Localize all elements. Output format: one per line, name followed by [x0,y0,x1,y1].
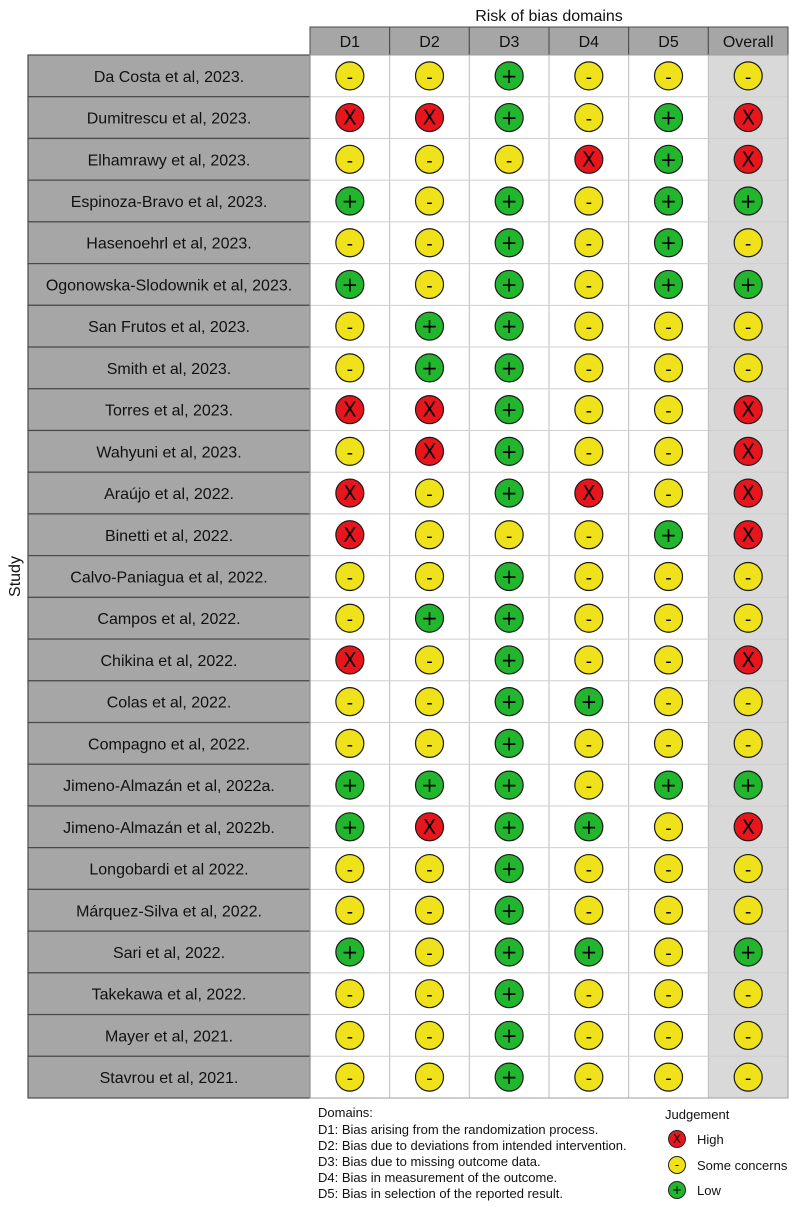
judgement-symbol: + [500,481,518,506]
domains-title: Domains: [318,1105,373,1120]
judgement-symbol: - [665,358,672,380]
study-label: Márquez-Silva et al, 2022. [76,903,262,921]
judgement-symbol: + [421,355,438,380]
judgement-symbol: X [342,481,357,506]
judgement-symbol: + [341,939,359,964]
judgement-symbol: - [744,233,752,255]
judgement-symbol: - [665,984,672,1006]
judgement-symbol: + [739,939,757,964]
judgement-symbol: - [505,525,513,547]
study-label: San Frutos et al, 2023. [88,319,250,337]
study-label: Ogonowska-Slodownik et al, 2023. [45,277,293,295]
study-label: Longobardi et al 2022. [89,861,249,879]
judgement-symbol: - [744,692,752,714]
judgement-symbol: + [580,939,598,964]
judgement-symbol: - [665,1068,672,1090]
judgement-symbol: + [500,63,518,88]
study-label: Jimeno-Almazán et al, 2022b. [63,819,275,837]
judgement-symbol: + [739,189,757,214]
judgement-symbol: - [665,567,672,589]
column-header-d4: D4 [578,34,600,51]
judgement-symbol: X [581,147,596,172]
judgement-symbol: - [585,66,593,88]
judgement-symbol: + [341,189,359,214]
judgement-symbol: + [660,189,677,214]
study-label: Compagno et al, 2022. [88,736,250,754]
judgement-symbol: - [585,442,593,464]
judgement-symbol: - [346,609,354,631]
study-label: Jimeno-Almazán et al, 2022a. [63,778,275,796]
chart-title: Risk of bias domains [475,8,623,25]
study-label: Da Costa et al, 2023. [93,68,245,86]
judgement-symbol: - [744,984,752,1006]
judgement-symbol: + [421,314,438,339]
judgement-symbol: - [426,1026,433,1048]
study-label: Hasenoehrl et al, 2023. [86,235,252,253]
judgement-symbol: X [741,147,756,172]
judgement-symbol: + [500,230,518,255]
judgement-symbol: + [500,272,518,297]
judgement-symbol: + [500,105,518,130]
judgement-symbol: - [346,901,354,923]
judgement-symbol: X [741,522,756,547]
judgement-symbol: - [505,150,513,172]
judgement-symbol: + [739,773,757,798]
judgement-symbol: X [422,814,437,839]
judgement-symbol: - [744,66,752,88]
judgement-symbol: - [346,233,354,255]
judgement-symbol: - [665,317,672,339]
judgement-legend-title: Judgement [665,1107,730,1122]
judgement-symbol: - [585,358,593,380]
judgement-symbol: - [585,984,593,1006]
judgement-symbol: X [741,814,756,839]
judgement-symbol: + [500,606,518,631]
judgement-symbol: + [660,230,677,255]
judgement-symbol: - [426,901,433,923]
judgement-symbol: + [660,105,677,130]
judgement-symbol: - [426,192,433,214]
study-label: Araújo et al, 2022. [104,486,234,504]
judgement-symbol: + [580,689,598,714]
column-header-overall: Overall [722,34,774,51]
judgement-symbol: + [341,814,359,839]
study-label: Stavrou et al, 2021. [99,1070,239,1088]
column-header-d2: D2 [419,34,440,51]
judgement-symbol: - [426,150,433,172]
judgement-symbol: + [500,355,518,380]
judgement-symbol: - [426,692,433,714]
judgement-symbol: - [426,859,433,881]
judgement-symbol: X [741,439,756,464]
judgement-symbol: + [660,773,677,798]
judgement-symbol: - [585,233,593,255]
judgement-symbol: - [585,859,593,881]
study-label: Colas et al, 2022. [106,694,232,712]
judgement-symbol: - [665,901,672,923]
judgement-symbol: - [744,901,752,923]
judgement-symbol: - [426,567,433,589]
judgement-symbol: - [665,442,672,464]
judgement-symbol: - [346,734,354,756]
study-label: Wahyuni et al, 2023. [96,444,242,462]
study-label: Campos et al, 2022. [97,611,241,629]
judgement-symbol: - [426,484,433,506]
judgement-symbol: X [741,647,756,672]
judgement-symbol: - [744,567,752,589]
judgement-symbol: + [660,272,677,297]
judgement-symbol: - [346,1068,354,1090]
judgement-symbol: X [342,397,357,422]
judgement-symbol: - [665,859,672,881]
judgement-symbol: + [500,439,518,464]
judgement-symbol: - [346,567,354,589]
judgement-symbol: - [426,984,433,1006]
study-label: Binetti et al, 2022. [104,527,234,545]
judgement-symbol: - [665,1026,672,1048]
legend-some-concerns-label: Some concerns [697,1158,788,1173]
judgement-symbol: - [346,1026,354,1048]
column-header-d5: D5 [658,34,679,51]
judgement-symbol: - [665,650,672,672]
judgement-symbol: - [744,1068,752,1090]
judgement-symbol: + [421,606,438,631]
judgement-symbol: - [585,1068,593,1090]
judgement-symbol: - [744,734,752,756]
study-label: Torres et al, 2023. [104,402,234,420]
study-label: Dumitrescu et al, 2023. [86,110,252,128]
legend-high-label: High [697,1132,724,1147]
judgement-symbol: - [585,317,593,339]
study-label: Espinoza-Bravo et al, 2023. [70,194,268,212]
judgement-symbol: X [422,397,437,422]
judgement-symbol: X [342,647,357,672]
judgement-symbol: - [585,400,593,422]
judgement-symbol: - [346,358,354,380]
judgement-symbol: X [581,481,596,506]
judgement-symbol: - [585,525,593,547]
judgement-symbol: + [500,856,518,881]
judgement-symbol: - [426,650,433,672]
judgement-symbol: - [426,275,433,297]
study-label: Smith et al, 2023. [106,360,232,378]
judgement-symbol: - [346,66,354,88]
judgement-symbol: + [580,814,598,839]
judgement-symbol: - [665,400,672,422]
judgement-symbol: + [500,1023,518,1048]
judgement-symbol: + [500,939,518,964]
judgement-symbol: - [744,358,752,380]
judgement-symbol: - [585,734,593,756]
judgement-symbol: - [585,567,593,589]
judgement-symbol: + [500,314,518,339]
judgement-symbol: + [500,731,518,756]
judgement-symbol: X [342,105,357,130]
judgement-symbol: + [500,189,518,214]
domain-definition-d1: D1: Bias arising from the randomization process. [318,1122,599,1137]
judgement-symbol: - [744,859,752,881]
judgement-symbol: + [341,773,359,798]
judgement-symbol: - [585,192,593,214]
judgement-symbol: X [741,105,756,130]
judgement-symbol: - [426,233,433,255]
study-label: Takekawa et al, 2022. [91,986,247,1004]
study-label: Mayer et al, 2021. [104,1028,234,1046]
domain-definition-d5: D5: Bias in selection of the reported result. [318,1186,563,1201]
judgement-symbol: + [500,981,518,1006]
judgement-symbol: - [426,525,433,547]
study-label: Elhamrawy et al, 2023. [87,152,251,170]
legend-low-icon: + [668,1181,686,1199]
judgement-symbol: + [500,647,518,672]
judgement-symbol: - [585,901,593,923]
judgement-symbol: + [500,1065,518,1090]
judgement-symbol: + [739,272,757,297]
judgement-symbol: - [665,66,672,88]
judgement-symbol: - [426,942,433,964]
study-label: Sari et al, 2022. [112,944,226,962]
judgement-symbol: - [665,817,672,839]
judgement-symbol: - [346,984,354,1006]
legend-low-label: Low [697,1183,721,1198]
judgement-symbol: - [585,609,593,631]
judgement-symbol: - [665,942,672,964]
judgement-symbol: - [585,108,593,130]
judgement-symbol: - [665,484,672,506]
judgement-symbol: + [500,689,518,714]
domain-definition-d4: D4: Bias in measurement of the outcome. [318,1170,558,1185]
judgement-symbol: - [426,66,433,88]
judgement-symbol: - [665,734,672,756]
judgement-symbol: + [660,147,677,172]
judgement-symbol: - [346,150,354,172]
judgement-symbol: - [585,776,593,798]
legend-high-icon: X [668,1130,686,1148]
judgement-symbol: - [744,317,752,339]
judgement-symbol: - [346,317,354,339]
judgement-symbol: X [422,105,437,130]
study-label: Calvo-Paniagua et al, 2022. [70,569,268,587]
judgement-symbol: + [341,272,359,297]
judgement-symbol: X [741,397,756,422]
column-header-d1: D1 [339,34,361,51]
judgement-symbol: - [744,1026,752,1048]
judgement-symbol: X [422,439,437,464]
judgement-symbol: - [346,859,354,881]
judgement-symbol: - [426,734,433,756]
judgement-symbol: + [500,814,518,839]
judgement-symbol: - [585,650,593,672]
study-label: Chikina et al, 2022. [100,652,238,670]
legend-some-concerns-icon: - [668,1156,686,1174]
domain-definition-d3: D3: Bias due to missing outcome data. [318,1154,541,1169]
judgement-symbol: X [342,522,357,547]
judgement-symbol: - [665,692,672,714]
judgement-symbol: - [346,442,354,464]
judgement-symbol: + [500,773,518,798]
judgement-symbol: + [500,898,518,923]
column-header-d3: D3 [498,34,520,51]
judgement-symbol: - [346,692,354,714]
y-axis-label: Study [7,556,24,597]
judgement-symbol: + [500,564,518,589]
judgement-symbol: - [744,609,752,631]
judgement-symbol: + [500,397,518,422]
judgement-symbol: - [585,1026,593,1048]
judgement-symbol: - [426,1068,433,1090]
judgement-symbol: X [741,481,756,506]
judgement-symbol: - [665,609,672,631]
domain-definition-d2: D2: Bias due to deviations from intended intervention. [318,1138,627,1153]
judgement-symbol: - [585,275,593,297]
judgement-symbol: + [421,773,438,798]
judgement-symbol: + [660,522,677,547]
